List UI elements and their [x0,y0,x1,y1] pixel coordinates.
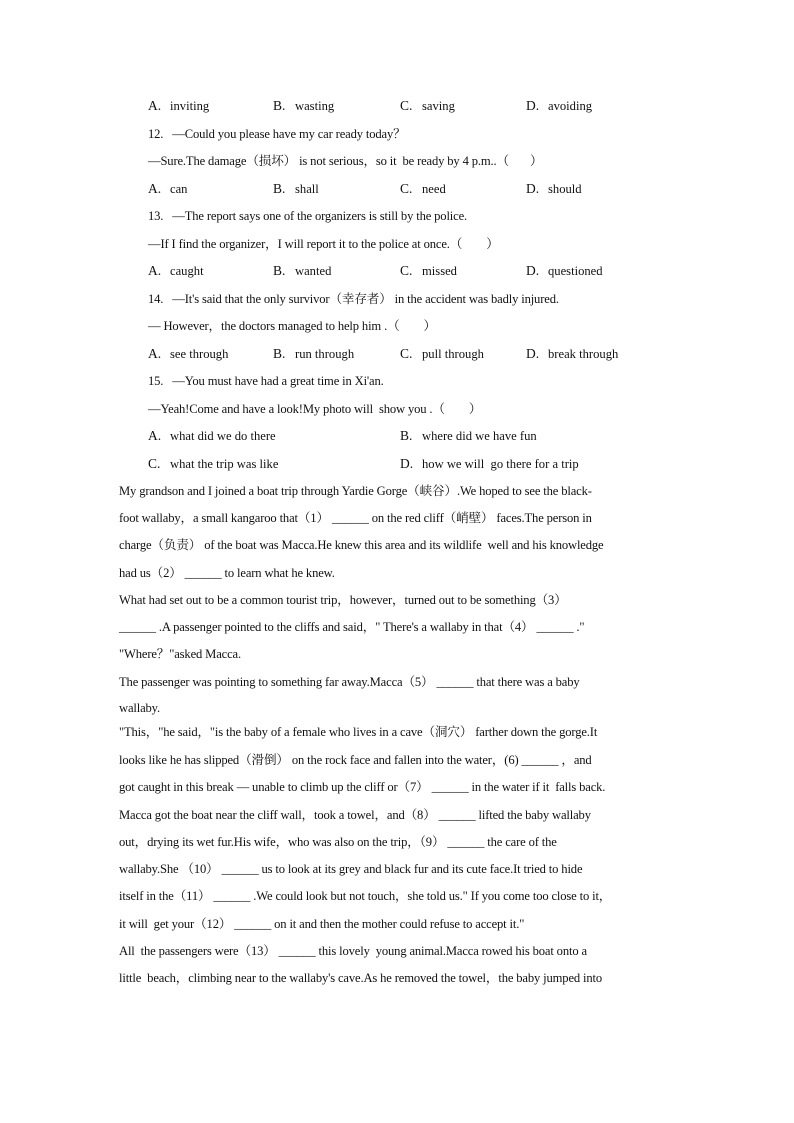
q13-stem: 13. —The report says one of the organizers is still by the police. [148,209,468,223]
option-label: D. [400,456,414,471]
passage-line: "Where？"asked Macca. [119,647,241,661]
option-label: C. [400,181,413,196]
option-label: C. [148,456,161,471]
option-label: A. [148,263,162,278]
passage-line: looks like he has slipped（滑倒） on the rock face and fallen into the water，(6) ______ ，and [119,753,592,767]
q15-option-d[interactable] [400,456,579,472]
option-label: A. [148,346,162,361]
option-label: C. [400,346,413,361]
passage-line: wallaby. [119,701,160,715]
option-text: where did we have fun [422,429,537,443]
passage-line: What had set out to be a common tourist trip，however，turned out to be something（3） [119,593,567,607]
q12-response: —Sure.The damage（损坏） is not serious，so it be ready by 4 p.m..（ ） [148,154,543,168]
passage-line: it will get your（12） ______ on it and then the mother could refuse to accept it." [119,917,525,931]
option-label: D. [526,263,540,278]
passage-line: The passenger was pointing to something far away.Macca（5） ______ that there was a baby [119,675,580,689]
passage-line: ______ .A passenger pointed to the cliffs and said，" There's a wallaby in that（4） ______ ." [119,620,585,634]
q13-response: —If I find the organizer，I will report it to the police at once.（ ） [148,237,499,251]
q12-stem: 12. —Could you please have my car ready today？ [148,127,406,141]
option-text: what did we do there [170,429,276,443]
option-text: break through [548,347,619,361]
q13-option-c[interactable] [400,263,457,279]
q15-option-c[interactable] [148,456,278,472]
option-text: pull through [422,347,484,361]
option-text: how we will go there for a trip [422,457,579,471]
option-label: B. [273,181,286,196]
option-label: B. [400,428,413,443]
option-label: A. [148,98,162,113]
option-text: can [170,182,188,196]
q14-response: — However，the doctors managed to help him .（ ） [148,319,436,333]
option-text: should [548,182,582,196]
option-text: questioned [548,264,603,278]
passage-line: foot wallaby，a small kangaroo that（1） ______ on the red cliff（峭壁） faces.The person in [119,511,592,525]
q15-stem: 15. —You must have had a great time in Xi'an. [148,374,384,388]
option-label: B. [273,263,286,278]
option-text: what the trip was like [170,457,279,471]
passage-line: wallaby.She （10） ______ us to look at its grey and black fur and its cute face.It tried to hide [119,862,583,876]
q14-option-b[interactable] [273,346,354,362]
q11-option-a[interactable] [148,98,209,114]
passage-line: out，drying its wet fur.His wife，who was also on the trip，（9） ______ the care of the [119,835,557,849]
q12-option-b[interactable] [273,181,319,197]
q14-option-a[interactable] [148,346,228,362]
option-text: need [422,182,446,196]
q12-option-c[interactable] [400,181,446,197]
passage-line: My grandson and I joined a boat trip through Yardie Gorge（峡谷）.We hoped to see the black- [119,484,592,498]
q13-option-d[interactable] [526,263,603,279]
q14-option-c[interactable] [400,346,484,362]
option-label: B. [273,98,286,113]
q11-option-b[interactable] [273,98,334,114]
option-label: B. [273,346,286,361]
passage-line: Macca got the boat near the cliff wall，took a towel，and（8） ______ lifted the baby wallaby [119,808,591,822]
q14-stem: 14. —It's said that the only survivor（幸存者） in the accident was badly injured. [148,292,559,306]
option-text: run through [295,347,355,361]
passage-line: little beach，climbing near to the wallaby's cave.As he removed the towel，the baby jumped into [119,971,603,985]
passage-line: All the passengers were（13） ______ this lovely young animal.Macca rowed his boat onto a [119,944,587,958]
option-label: D. [526,181,540,196]
option-text: wasting [295,99,335,113]
option-text: see through [170,347,229,361]
option-label: A. [148,181,162,196]
option-text: caught [170,264,204,278]
passage-line: "This，"he said，"is the baby of a female who lives in a cave（洞穴） farther down the gorge.It [119,725,598,739]
q13-option-b[interactable] [273,263,331,279]
passage-line: itself in the（11） ______ .We could look but not touch，she told us." If you come too close to it， [119,889,612,903]
q12-option-d[interactable] [526,181,582,197]
q14-option-d[interactable] [526,346,618,362]
passage-line: got caught in this break — unable to climb up the cliff or（7） ______ in the water if it falls back. [119,780,606,794]
q15-option-a[interactable] [148,428,276,444]
passage-line: charge（负责） of the boat was Macca.He knew this area and its wildlife well and his knowledge [119,538,604,552]
q13-option-a[interactable] [148,263,204,279]
q15-option-b[interactable] [400,428,537,444]
q11-option-d[interactable] [526,98,592,114]
option-text: shall [295,182,319,196]
passage-line: had us（2） ______ to learn what he knew. [119,566,335,580]
option-text: wanted [295,264,332,278]
option-label: D. [526,98,540,113]
option-text: inviting [170,99,210,113]
q12-option-a[interactable] [148,181,187,197]
q11-option-c[interactable] [400,98,455,114]
option-label: C. [400,98,413,113]
option-text: missed [422,264,457,278]
option-label: D. [526,346,540,361]
option-text: avoiding [548,99,593,113]
option-label: A. [148,428,162,443]
q15-response: —Yeah!Come and have a look!My photo will show you .（ ） [148,402,482,416]
option-text: saving [422,99,455,113]
option-label: C. [400,263,413,278]
